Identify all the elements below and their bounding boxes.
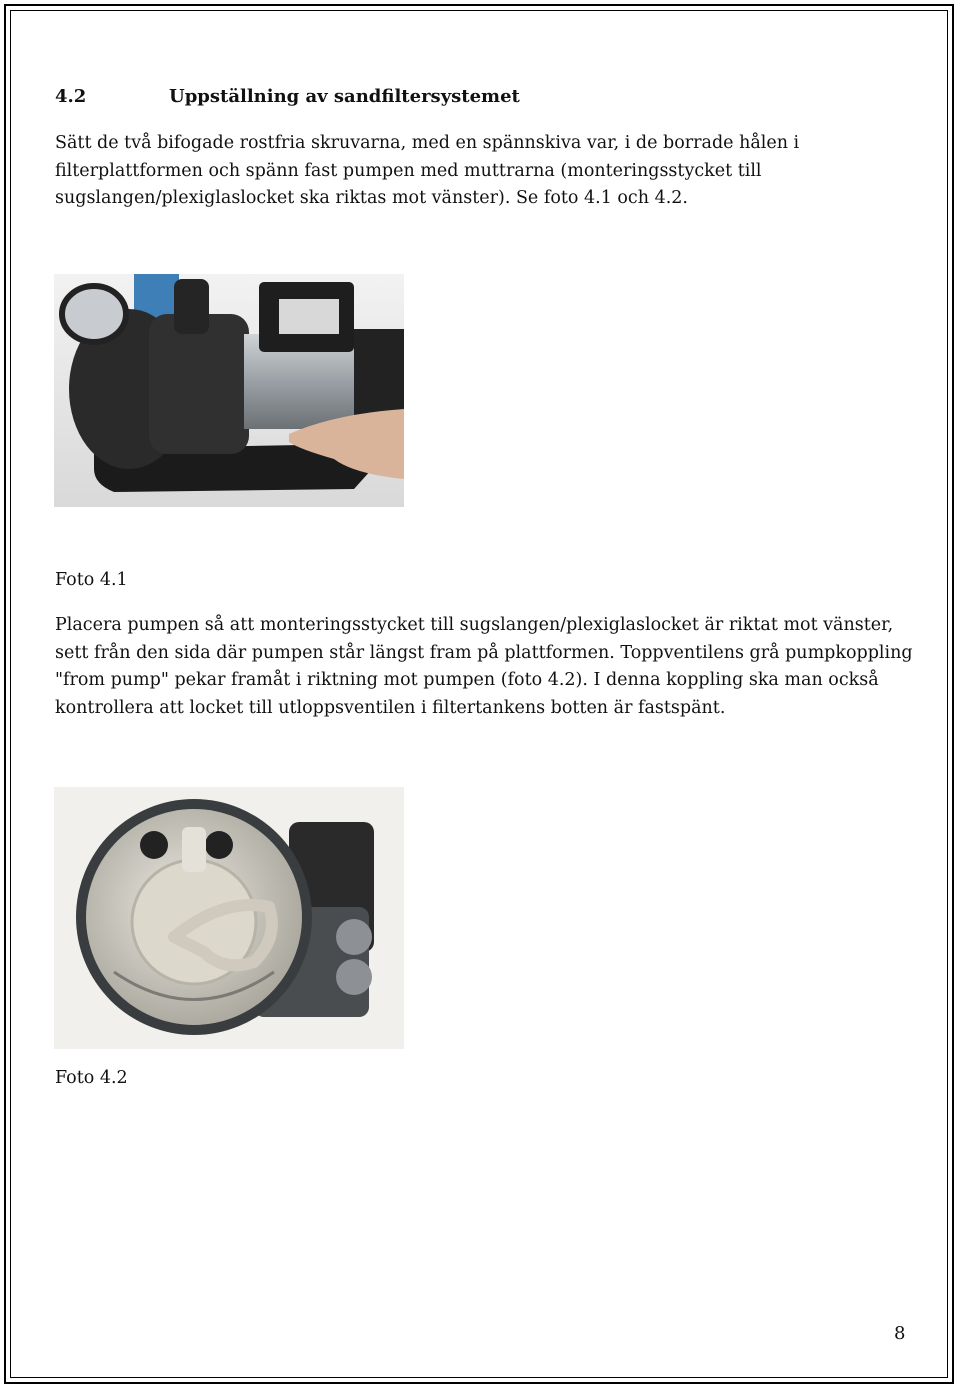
intro-paragraph: Sätt de två bifogade rostfria skruvarna, med en spännskiva var, i de borrade hålen i filterplattformen och spänn fast pumpen med muttrarna (monteringsstycket till sugslangen/plexiglaslocket ska riktas mot vänster). Se foto 4.1 och 4.2. [55, 133, 800, 208]
page-number: 8 [894, 1323, 906, 1344]
pump-photo [54, 274, 404, 507]
section-number: 4.2 [55, 86, 87, 107]
valve-photo [54, 787, 404, 1049]
photo-caption-1: Foto 4.1 [55, 570, 128, 590]
placement-paragraph: Placera pumpen så att monteringsstycket till sugslangen/plexiglaslocket är riktat mot vänster, sett från den sida där pumpen står längst fram på plattformen. Toppventilens grå pumpkoppling "from pump" pekar framåt i riktning mot pumpen (foto 4.2). I denna koppling ska man också kontrollera att locket till utloppsventilen i filtertankens botten är fastspänt. [55, 615, 913, 718]
photo-caption-2: Foto 4.2 [55, 1068, 128, 1088]
section-heading [55, 86, 520, 107]
section-title: Uppställning av sandfiltersystemet [169, 86, 520, 107]
